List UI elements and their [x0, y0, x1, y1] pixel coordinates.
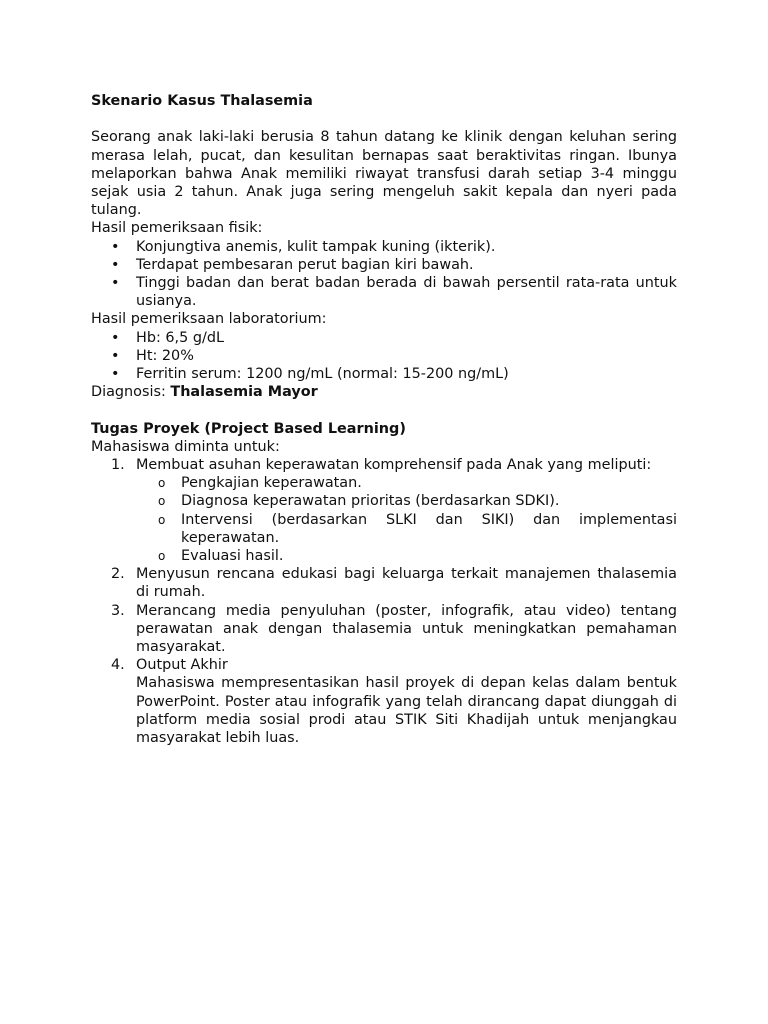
circle-bullet-icon: o	[158, 549, 166, 564]
list-item-text: Konjungtiva anemis, kulit tampak kuning (ikterik).	[136, 238, 496, 255]
list-item-text: Hb: 6,5 g/dL	[136, 329, 224, 346]
task-text: Membuat asuhan keperawatan komprehensif pada Anak yang meliputi:	[136, 457, 652, 474]
physical-exam-label: Hasil pemeriksaan fisik:	[91, 220, 263, 237]
sub-item-text: Evaluasi hasil.	[181, 548, 284, 565]
task-item	[91, 565, 677, 601]
task-list	[91, 456, 677, 747]
circle-bullet-icon: o	[158, 512, 166, 527]
list-item	[91, 274, 677, 310]
list-item-text: Ht: 20%	[136, 347, 194, 364]
document-page	[91, 92, 677, 747]
task-number: 4.	[111, 657, 125, 674]
task-item	[91, 602, 677, 657]
task-text: Output Akhir	[136, 657, 228, 674]
case-paragraph: Seorang anak laki-laki berusia 8 tahun datang ke klinik dengan keluhan sering merasa lelah, pucat, dan kesulitan bernapas saat beraktivitas ringan. Ibunya melaporkan bahwa Anak memiliki riwayat transfusi darah setiap 3-4 minggu sejak usia 2 tahun. Anak juga sering mengeluh sakit kepala dan nyeri pada tulang.	[91, 129, 677, 219]
list-item	[91, 365, 677, 383]
task-item	[91, 656, 677, 747]
bullet-icon: •	[111, 238, 120, 255]
sub-item-text: Pengkajian keperawatan.	[181, 475, 362, 492]
spacer	[91, 110, 677, 128]
sub-list-item	[136, 492, 677, 510]
lab-exam-list	[91, 329, 677, 384]
list-item	[91, 347, 677, 365]
sub-item-text: Diagnosa keperawatan prioritas (berdasarkan SDKI).	[181, 493, 560, 510]
task-number: 3.	[111, 602, 125, 619]
document-title: Skenario Kasus Thalasemia	[91, 93, 313, 109]
task-text: Merancang media penyuluhan (poster, infografik, atau video) tentang perawatan anak dengan thalasemia untuk meningkatkan pemahaman masyarakat.	[136, 602, 677, 656]
bullet-icon: •	[111, 366, 120, 383]
list-item	[91, 329, 677, 347]
bullet-icon: •	[111, 347, 120, 364]
diagnosis-line	[91, 383, 677, 401]
lab-exam-label: Hasil pemeriksaan laboratorium:	[91, 311, 327, 328]
circle-bullet-icon: o	[158, 494, 166, 509]
spacer	[91, 401, 677, 419]
list-item	[91, 256, 677, 274]
bullet-icon: •	[111, 329, 120, 346]
list-item	[91, 238, 677, 256]
project-title: Tugas Proyek (Project Based Learning)	[91, 420, 406, 437]
bullet-icon: •	[111, 256, 120, 273]
task-number: 2.	[111, 566, 125, 583]
task-subitem-list	[136, 474, 677, 565]
circle-bullet-icon: o	[158, 476, 166, 491]
sub-item-text: Intervensi (berdasarkan SLKI dan SIKI) dan implementasi keperawatan.	[181, 511, 677, 546]
task-number: 1.	[111, 457, 125, 474]
physical-exam-list	[91, 238, 677, 311]
task-detail: Mahasiswa mempresentasikan hasil proyek di depan kelas dalam bentuk PowerPoint. Poster atau infografik yang telah dirancang dapat diunggah di platform media sosial prodi atau STIK Siti Khadijah untuk menjangkau masyarakat lebih luas.	[136, 675, 677, 747]
sub-list-item	[136, 511, 677, 547]
sub-list-item	[136, 547, 677, 565]
list-item-text: Tinggi badan dan berat badan berada di bawah persentil rata-rata untuk usianya.	[136, 275, 677, 310]
list-item-text: Ferritin serum: 1200 ng/mL (normal: 15-200 ng/mL)	[136, 366, 509, 383]
project-intro: Mahasiswa diminta untuk:	[91, 438, 280, 455]
task-item	[91, 456, 677, 565]
sub-list-item	[136, 474, 677, 492]
list-item-text: Terdapat pembesaran perut bagian kiri bawah.	[136, 256, 474, 273]
diagnosis-label: Diagnosis:	[91, 384, 171, 401]
bullet-icon: •	[111, 275, 120, 292]
task-text: Menyusun rencana edukasi bagi keluarga terkait manajemen thalasemia di rumah.	[136, 566, 677, 601]
diagnosis-value: Thalasemia Mayor	[170, 384, 318, 401]
